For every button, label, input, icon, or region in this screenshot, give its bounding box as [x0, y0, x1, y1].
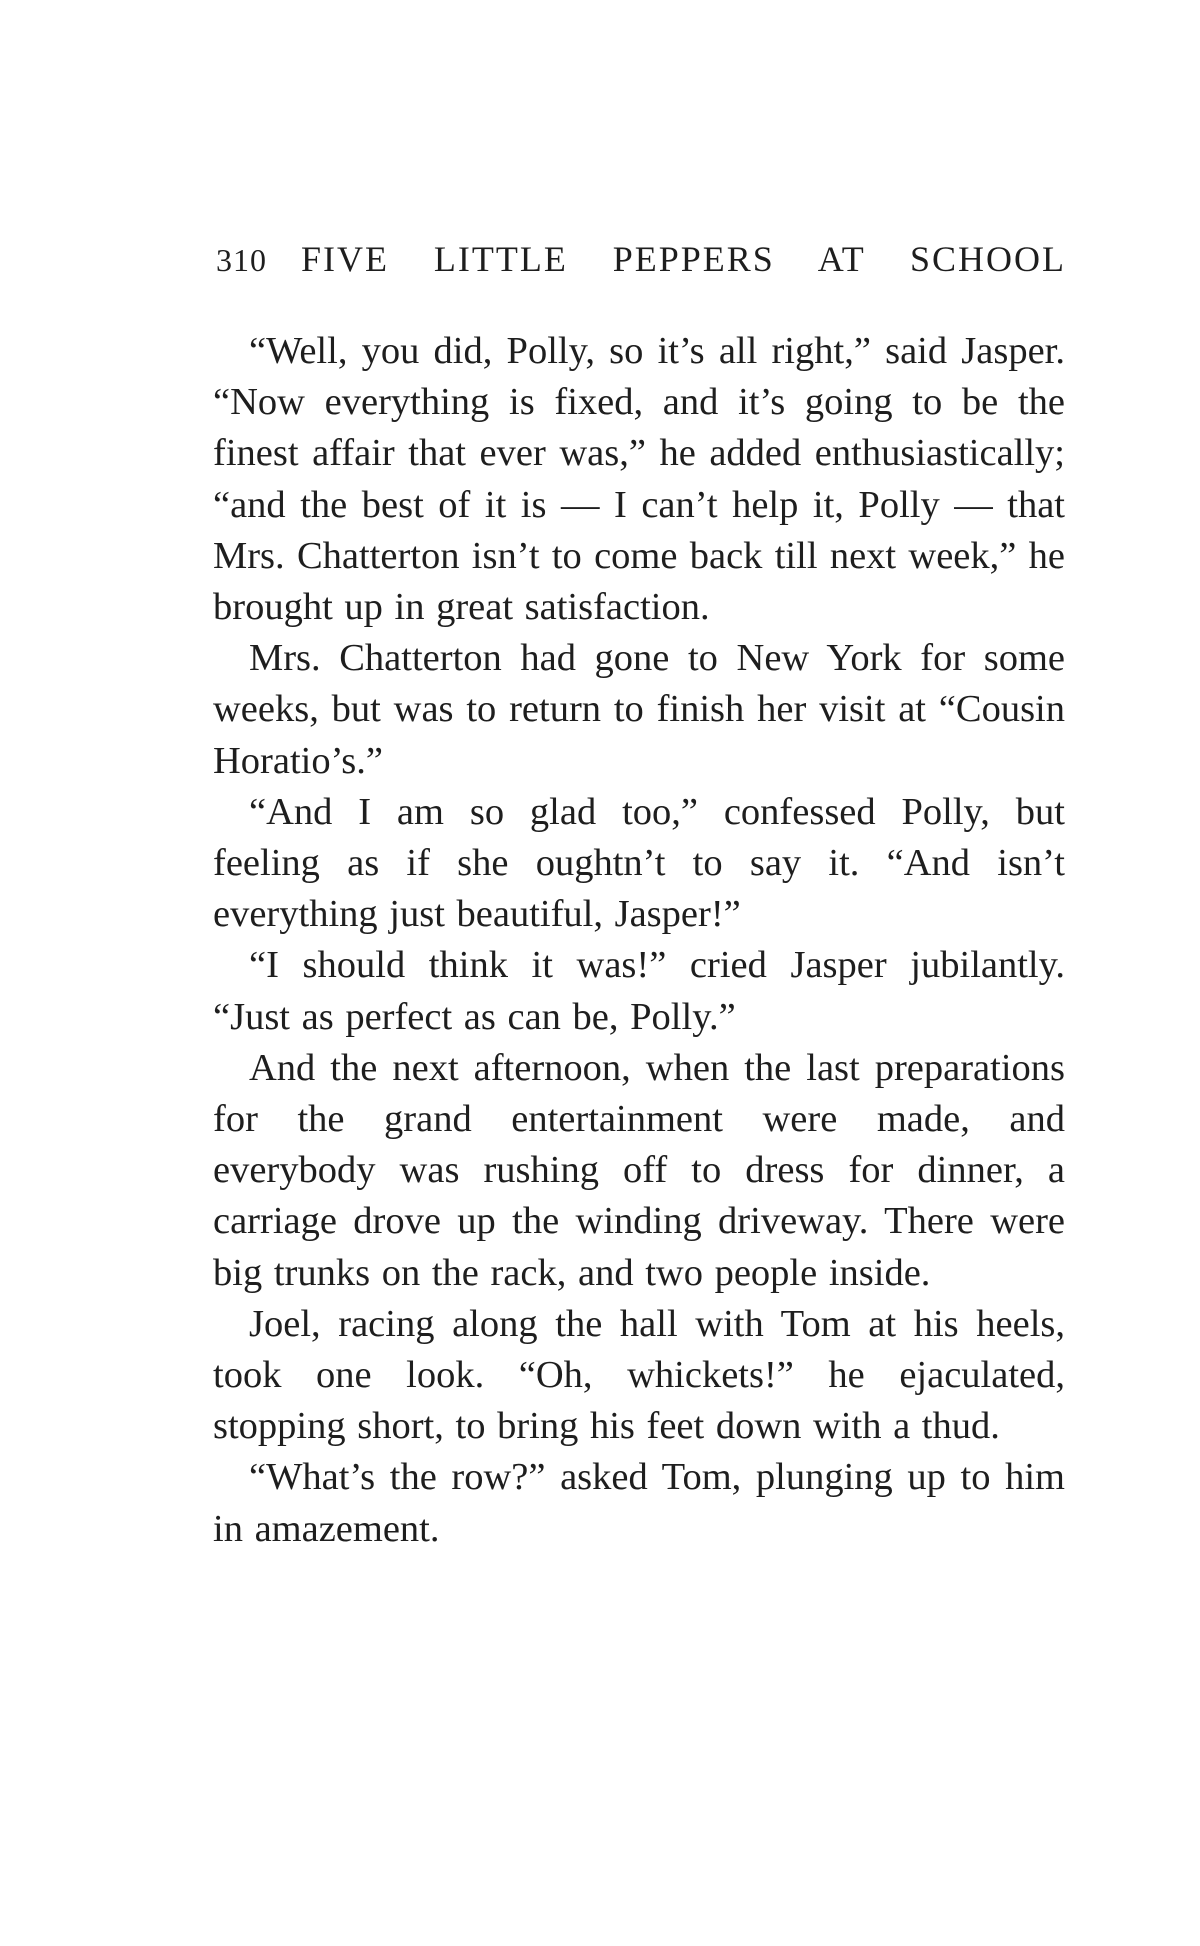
paragraph: “Well, you did, Polly, so it’s all right,” said Jasper. “Now everything is fixed, and it’s going to be the finest affair that ever was,” he added enthusiastically; “and the best of it is — I can’t help it, Polly — that Mrs. Chatterton isn’t to come back till next week,” he brought up in great satisfaction.: [213, 330, 1065, 629]
page-number: 310: [216, 242, 267, 278]
paragraph: Mrs. Chatterton had gone to New York for some weeks, but was to return to finish her visit at “Cousin Horatio’s.”: [213, 637, 1065, 782]
running-title: FIVE LITTLE PEPPERS AT SCHOOL: [301, 239, 1066, 279]
paragraph: “And I am so glad too,” confessed Polly, but feeling as if she oughtn’t to say it. “And isn’t everything just beautiful, Jasper!”: [213, 790, 1065, 936]
paragraph: And the next afternoon, when the last preparations for the grand entertainment were made, and everybody was rushing off to dress for dinner, a carriage drove up the winding driveway. There were big trunks on the rack, and two people inside.: [213, 1046, 1065, 1294]
paragraph: Joel, racing along the hall with Tom at his heels, took one look. “Oh, whickets!” he ejaculated, stopping short, to bring his feet down with a thud.: [213, 1302, 1065, 1448]
running-head: [216, 238, 1066, 286]
body-text: [213, 326, 1065, 1555]
paragraph: “I should think it was!” cried Jasper jubilantly. “Just as perfect as can be, Polly.”: [213, 944, 1065, 1038]
paragraph: “What’s the row?” asked Tom, plunging up to him in amazement.: [213, 1456, 1065, 1550]
